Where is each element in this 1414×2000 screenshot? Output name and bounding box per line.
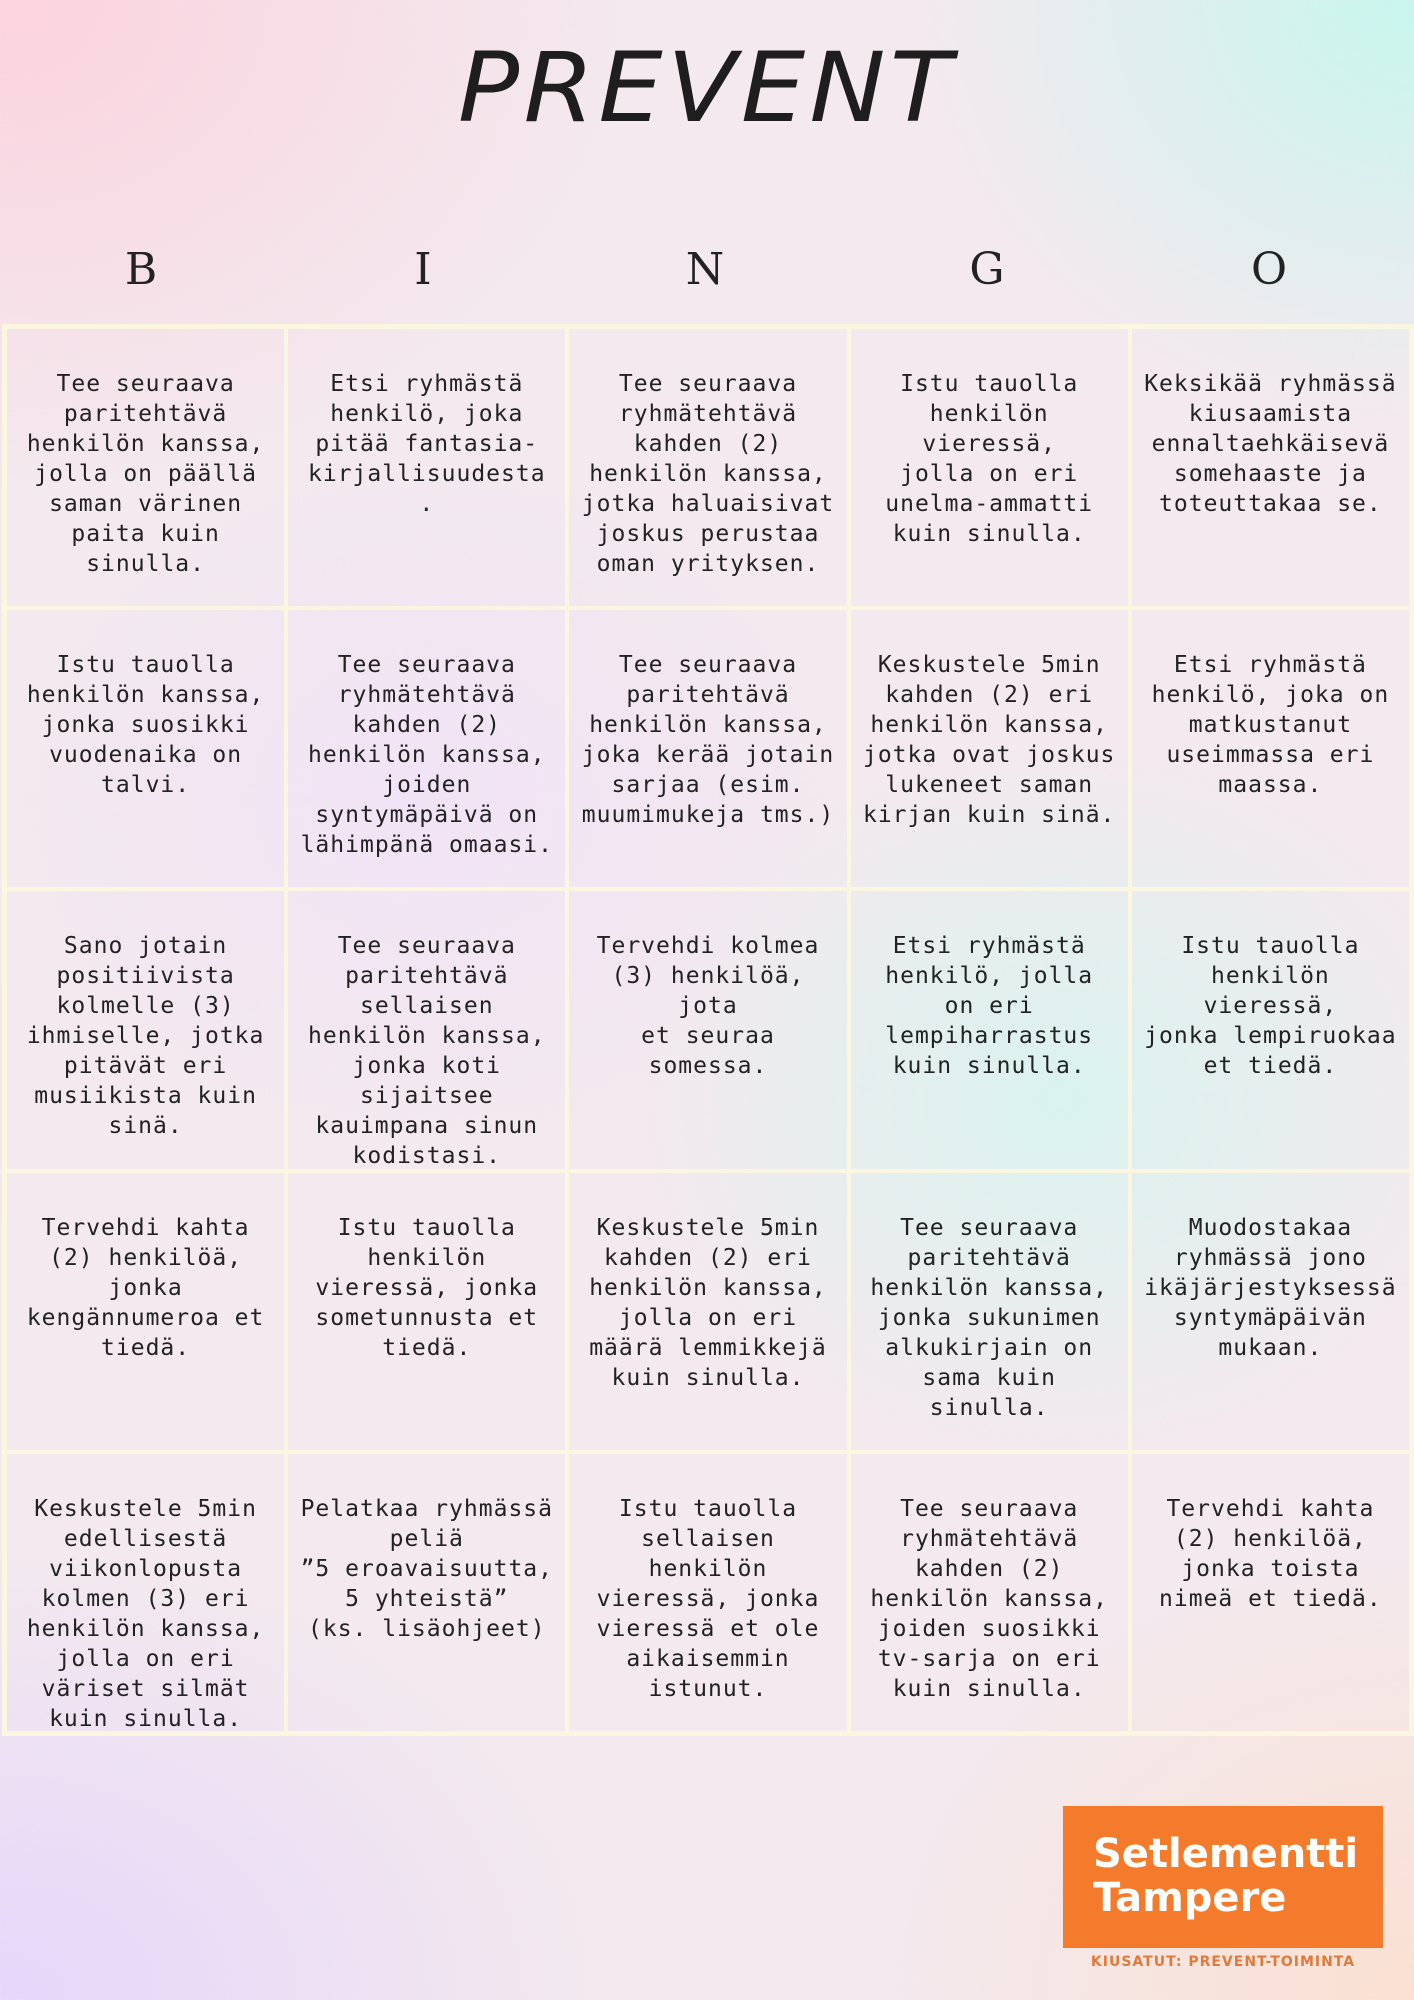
logo-line-1: Setlementti [1093,1831,1359,1877]
bingo-cell[interactable]: Tee seuraava paritehtävä henkilön kanssa, joka kerää jotain sarjaa (esim. muumimukeja tms.) [567,608,848,889]
bingo-cell[interactable]: Etsi ryhmästä henkilö, joka on matkustanut useimmassa eri maassa. [1130,608,1411,889]
bingo-cell[interactable]: Tervehdi kahta (2) henkilöä, jonka toista nimeä et tiedä. [1130,1452,1411,1733]
bingo-cell[interactable]: Tee seuraava ryhmätehtävä kahden (2) henkilön kanssa, joiden suosikki tv-sarja on eri kuin sinulla. [849,1452,1130,1733]
bingo-cell[interactable]: Pelatkaa ryhmässä peliä ”5 eroavaisuutta, 5 yhteistä” (ks. lisäohjeet) [286,1452,567,1733]
bingo-cell[interactable]: Muodostakaa ryhmässä jono ikäjärjestyksessä syntymäpäivän mukaan. [1130,1171,1411,1452]
bingo-cell[interactable]: Istu tauolla henkilön kanssa, jonka suosikki vuodenaika on talvi. [5,608,286,889]
bingo-letter-n: N [685,244,725,295]
bingo-cell[interactable]: Istu tauolla henkilön vieressä, jonka sometunnusta et tiedä. [286,1171,567,1452]
bingo-cell[interactable]: Etsi ryhmästä henkilö, jolla on eri lempiharrastus kuin sinulla. [849,889,1130,1170]
bingo-cell[interactable]: Keskustele 5min edellisestä viikonlopusta kolmen (3) eri henkilön kanssa, jolla on eri väriset silmät kuin sinulla. [5,1452,286,1733]
logo-line-2: Tampere [1093,1875,1287,1921]
bingo-cell[interactable]: Etsi ryhmästä henkilö, joka pitää fantasia- kirjallisuudesta . [286,327,567,608]
bingo-letter-i: I [414,244,432,295]
bingo-letter-g: G [969,244,1005,295]
bingo-letter-b: B [124,244,158,295]
page-title: PREVENT [457,32,957,144]
logo-caption: KIUSATUT: PREVENT-TOIMINTA [1090,1954,1356,1970]
bingo-cell[interactable]: Istu tauolla henkilön vieressä, jonka lempiruokaa et tiedä. [1130,889,1411,1170]
bingo-cell[interactable]: Tee seuraava ryhmätehtävä kahden (2) henkilön kanssa, joiden syntymäpäivä on lähimpänä omaasi. [286,608,567,889]
bingo-cell[interactable]: Tee seuraava ryhmätehtävä kahden (2) henkilön kanssa, jotka haluaisivat joskus perustaa oman yrityksen. [567,327,848,608]
bingo-cell[interactable]: Istu tauolla sellaisen henkilön vieressä, jonka vieressä et ole aikaisemmin istunut. [567,1452,848,1733]
bingo-cell[interactable]: Tee seuraava paritehtävä henkilön kanssa, jolla on päällä saman värinen paita kuin sinulla. [5,327,286,608]
bingo-cell[interactable]: Tee seuraava paritehtävä sellaisen henkilön kanssa, jonka koti sijaitsee kauimpana sinun kodistasi. [286,889,567,1170]
bingo-cell[interactable]: Tervehdi kahta (2) henkilöä, jonka kengännumeroa et tiedä. [5,1171,286,1452]
bingo-cell[interactable]: Keskustele 5min kahden (2) eri henkilön kanssa, jolla on eri määrä lemmikkejä kuin sinulla. [567,1171,848,1452]
bingo-cell[interactable]: Keksikää ryhmässä kiusaamista ennaltaehkäisevä somehaaste ja toteuttakaa se. [1130,327,1411,608]
bingo-cell[interactable]: Sano jotain positiivista kolmelle (3) ihmiselle, jotka pitävät eri musiikista kuin sinä. [5,889,286,1170]
bingo-header [0,240,1414,300]
bingo-grid [2,324,1414,1736]
bingo-cell[interactable]: Keskustele 5min kahden (2) eri henkilön kanssa, jotka ovat joskus lukeneet saman kirjan kuin sinä. [849,608,1130,889]
bingo-cell[interactable]: Tervehdi kolmea (3) henkilöä, jota et seuraa somessa. [567,889,848,1170]
bingo-letter-o: O [1250,244,1288,295]
setlementti-tampere-logo [1063,1806,1383,1948]
bingo-cell[interactable]: Istu tauolla henkilön vieressä, jolla on eri unelma-ammatti kuin sinulla. [849,327,1130,608]
bingo-cell[interactable]: Tee seuraava paritehtävä henkilön kanssa, jonka sukunimen alkukirjain on sama kuin sinulla. [849,1171,1130,1452]
